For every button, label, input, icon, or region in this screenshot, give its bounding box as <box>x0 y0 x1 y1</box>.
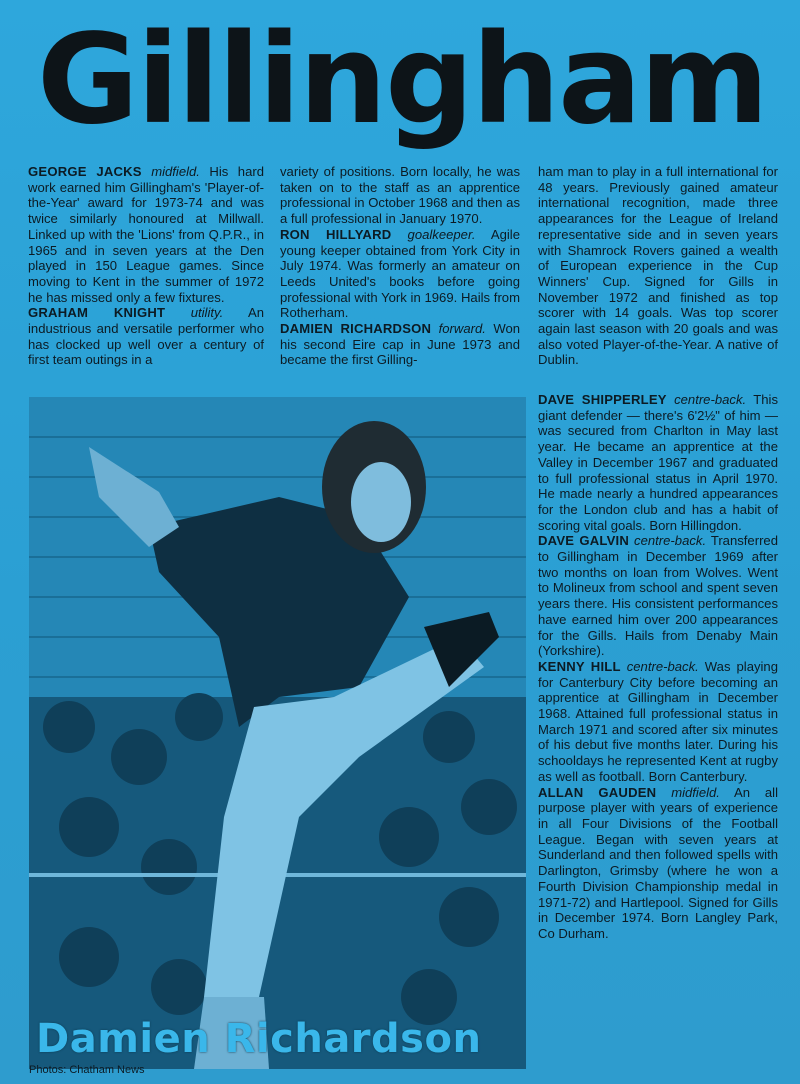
player-name: DAVE GALVIN <box>538 533 630 549</box>
player-bio: An all purpose player with years of experience in all Four Divisions of the Football League. Began with seven years at Sunderland and then followed spells with Darlington, Grimsby (where he won a Fourth Division Championship medal in 1971-72) and Hartlepool. Signed for Gills in December 1974. Born Langley Park, Co Durham. <box>538 784 779 941</box>
player-position: centre-back. <box>626 658 699 674</box>
player-name: ALLAN GAUDEN <box>538 784 657 800</box>
player-bio: Was playing for Canterbury City before becoming an apprentice at Gillingham in December 1968. Attained full professional status in March 1971 and scored after six minutes of his debut five months later. During his schooldays he represented Kent at rugby as well as football. Born Canterbury. <box>538 658 778 784</box>
profile-graham-knight <box>28 305 264 368</box>
column-1 <box>28 164 264 368</box>
column-3-lower <box>538 392 778 942</box>
player-position: centre-back. <box>674 392 747 407</box>
player-position: midfield. <box>151 164 200 179</box>
player-bio: Transferred to Gillingham in December 1969 after two months on loan from Wolves. Went to Molineux from school and spent seven years there. His consistent performances have earned him over 200 appearances for the Gills. Hails from Denaby Main (Yorkshire). <box>538 533 779 659</box>
player-bio: Agile young keeper obtained from York City in July 1974. Was formerly an amateur on Leeds United's books before going professional with York in 1969. Hails from Rotherham. <box>280 226 520 321</box>
profile-george-jacks <box>28 164 264 305</box>
photo-caption: Damien Richardson <box>36 1016 482 1062</box>
player-position: midfield. <box>671 784 720 800</box>
player-bio: ham man to play in a full international for 48 years. Previously gained amateur international recognition, made three appearances for the League of Ireland representative side and in seven years with Shamrock Rovers gained a wealth of European experience in the Cup Winners' Cup. Signed for Gills in November 1972 and finished as top scorer with 14 goals. Was top scorer again last season with 20 goals and was also voted Player-of-the-Year. A native of Dublin. <box>538 164 778 368</box>
photo-illustration <box>29 397 526 1069</box>
profile-kenny-hill <box>538 659 778 785</box>
player-name: KENNY HILL <box>538 658 621 674</box>
player-name: GEORGE JACKS <box>28 164 142 179</box>
column-3 <box>538 164 778 368</box>
profile-dave-galvin <box>538 533 778 659</box>
player-position: forward. <box>438 321 486 337</box>
photo-credit: Photos: Chatham News <box>29 1064 145 1076</box>
profile-graham-knight-continued <box>280 164 520 227</box>
player-bio: This giant defender — there's 6'2½" of him — was secured from Charlton in May last year. He became an apprentice at the Valley in December 1967 and graduated to full professional status in April 1970. He made nearly a hundred appearances for the London club and has a habit of scoring vital goals. Born Hillingdon. <box>538 392 778 533</box>
profile-allan-gauden <box>538 785 778 942</box>
profile-dave-shipperley <box>538 392 778 533</box>
player-name: RON HILLYARD <box>280 226 392 242</box>
profile-damien-richardson <box>280 321 520 368</box>
column-2 <box>280 164 520 368</box>
player-position: centre-back. <box>634 533 707 549</box>
profile-damien-richardson-continued <box>538 164 778 368</box>
player-name: GRAHAM KNIGHT <box>28 305 166 321</box>
player-bio: An industrious and versatile performer who has clocked up well over a century of first team outings in a <box>28 305 264 368</box>
player-name: DAVE SHIPPERLEY <box>538 392 667 407</box>
player-photo <box>29 397 526 1069</box>
player-bio: Won his second Eire cap in June 1973 and became the first Gilling- <box>280 321 521 368</box>
player-position: goalkeeper. <box>407 226 476 242</box>
player-position: utility. <box>190 305 224 321</box>
player-name: DAMIEN RICHARDSON <box>280 321 432 337</box>
player-bio: variety of positions. Born locally, he was taken on to the staff as an apprentice professional in October 1968 and then as a full professional in January 1970. <box>280 164 520 227</box>
profile-ron-hillyard <box>280 227 520 321</box>
player-bio: His hard work earned him Gillingham's 'Player-of-the-Year' award for 1973-74 and was twice similarly honoured at Millwall. Linked up with the 'Lions' from Q.P.R., in 1965 and in seven years at the Den played in 150 League games. Since moving to Kent in the summer of 1972 he has missed only a few fixtures. <box>28 164 264 305</box>
page-title: Gillingham <box>37 8 767 152</box>
